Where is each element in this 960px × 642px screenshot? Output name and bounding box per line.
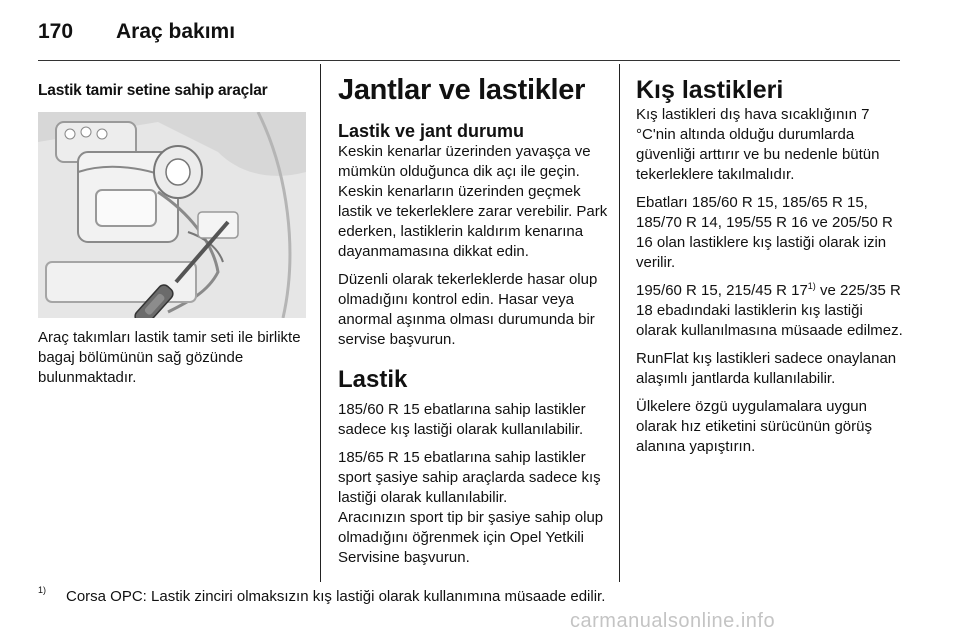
tire-repair-kit-illustration <box>38 112 306 318</box>
paragraph: 185/65 R 15 ebatlarına sahip lastikler sport şasiye sahip araçlarda sadece kış lastiği olarak kullanılabilir. <box>338 449 601 506</box>
paragraph: Keskin kenarlar üzerinden yavaşça ve mümkün olduğunca dik açı ile geçin. Keskin kenarların üzerinden geçmek lastik ve tekerleklere zarar verebilir. Park ederken, lastiklerin kaldırım kenarına dayanmamasına dikkat edin. <box>338 143 608 260</box>
column-divider <box>320 64 321 582</box>
page-title: Araç bakımı <box>116 20 236 43</box>
illustration-caption: Araç takımları lastik tamir seti ile birlikte bagaj bölümünün sağ gözünde bulunmaktadır. <box>38 329 301 386</box>
paragraph: Aracınızın sport tip bir şasiye sahip olup olmadığını öğrenmek için Opel Yetkili Servisine başvurun. <box>338 509 604 566</box>
header-rule <box>38 60 900 61</box>
footnote-mark: 1) <box>38 585 47 595</box>
section-title: Kış lastikleri <box>636 76 784 104</box>
paragraph: Düzenli olarak tekerleklerde hasar olup olmadığını kontrol edin. Hasar veya anormal aşınma olması durumunda bir servise başvurun. <box>338 271 598 348</box>
watermark: carmanualsonline.info <box>570 610 776 632</box>
footnote <box>38 585 606 605</box>
middle-column <box>338 64 608 582</box>
footnote-reference: 1) <box>807 281 816 291</box>
left-heading: Lastik tamir setine sahip araçlar <box>38 82 268 99</box>
page-number: 170 <box>38 20 74 43</box>
paragraph: Ebatları 185/60 R 15, 185/65 R 15, 185/70 R 14, 195/55 R 16 ve 205/50 R 16 olan lastiklere kış lastiği olarak izin verilir. <box>636 194 893 271</box>
paragraph: RunFlat kış lastikleri sadece onaylanan alaşımlı jantlarda kullanılabilir. <box>636 350 897 387</box>
subsection-heading: Lastik ve jant durumu <box>338 121 525 141</box>
subsection-heading: Lastik <box>338 366 408 393</box>
paragraph: Kış lastikleri dış hava sıcaklığının 7 °C'nin altında olduğu durumlarda güvenliği arttırır ve bu nedenle bütün tekerleklere takılmalıdır. <box>636 106 880 183</box>
paragraph: 185/60 R 15 ebatlarına sahip lastikler sadece kış lastiği olarak kullanılabilir. <box>338 401 586 438</box>
page-header <box>38 12 235 52</box>
tire-size-text: 195/60 R 15, 215/45 R 17 <box>636 282 808 299</box>
section-title: Jantlar ve lastikler <box>338 74 586 106</box>
paragraph-text: ve 225/35 R 18 ebadındaki lastiklerin kış lastiği olarak kullanılmasına müsaade edilmez. <box>636 282 903 339</box>
left-column <box>38 64 306 582</box>
column-divider <box>619 64 620 582</box>
paragraph <box>636 281 904 341</box>
right-column <box>636 64 904 582</box>
footnote-text: Corsa OPC: Lastik zinciri olmaksızın kış lastiği olarak kullanımına müsaade edilir. <box>66 588 606 605</box>
paragraph: Ülkelere özgü uygulamalara uygun olarak hız etiketini sürücünün görüş alanına yapıştırın. <box>636 398 872 455</box>
